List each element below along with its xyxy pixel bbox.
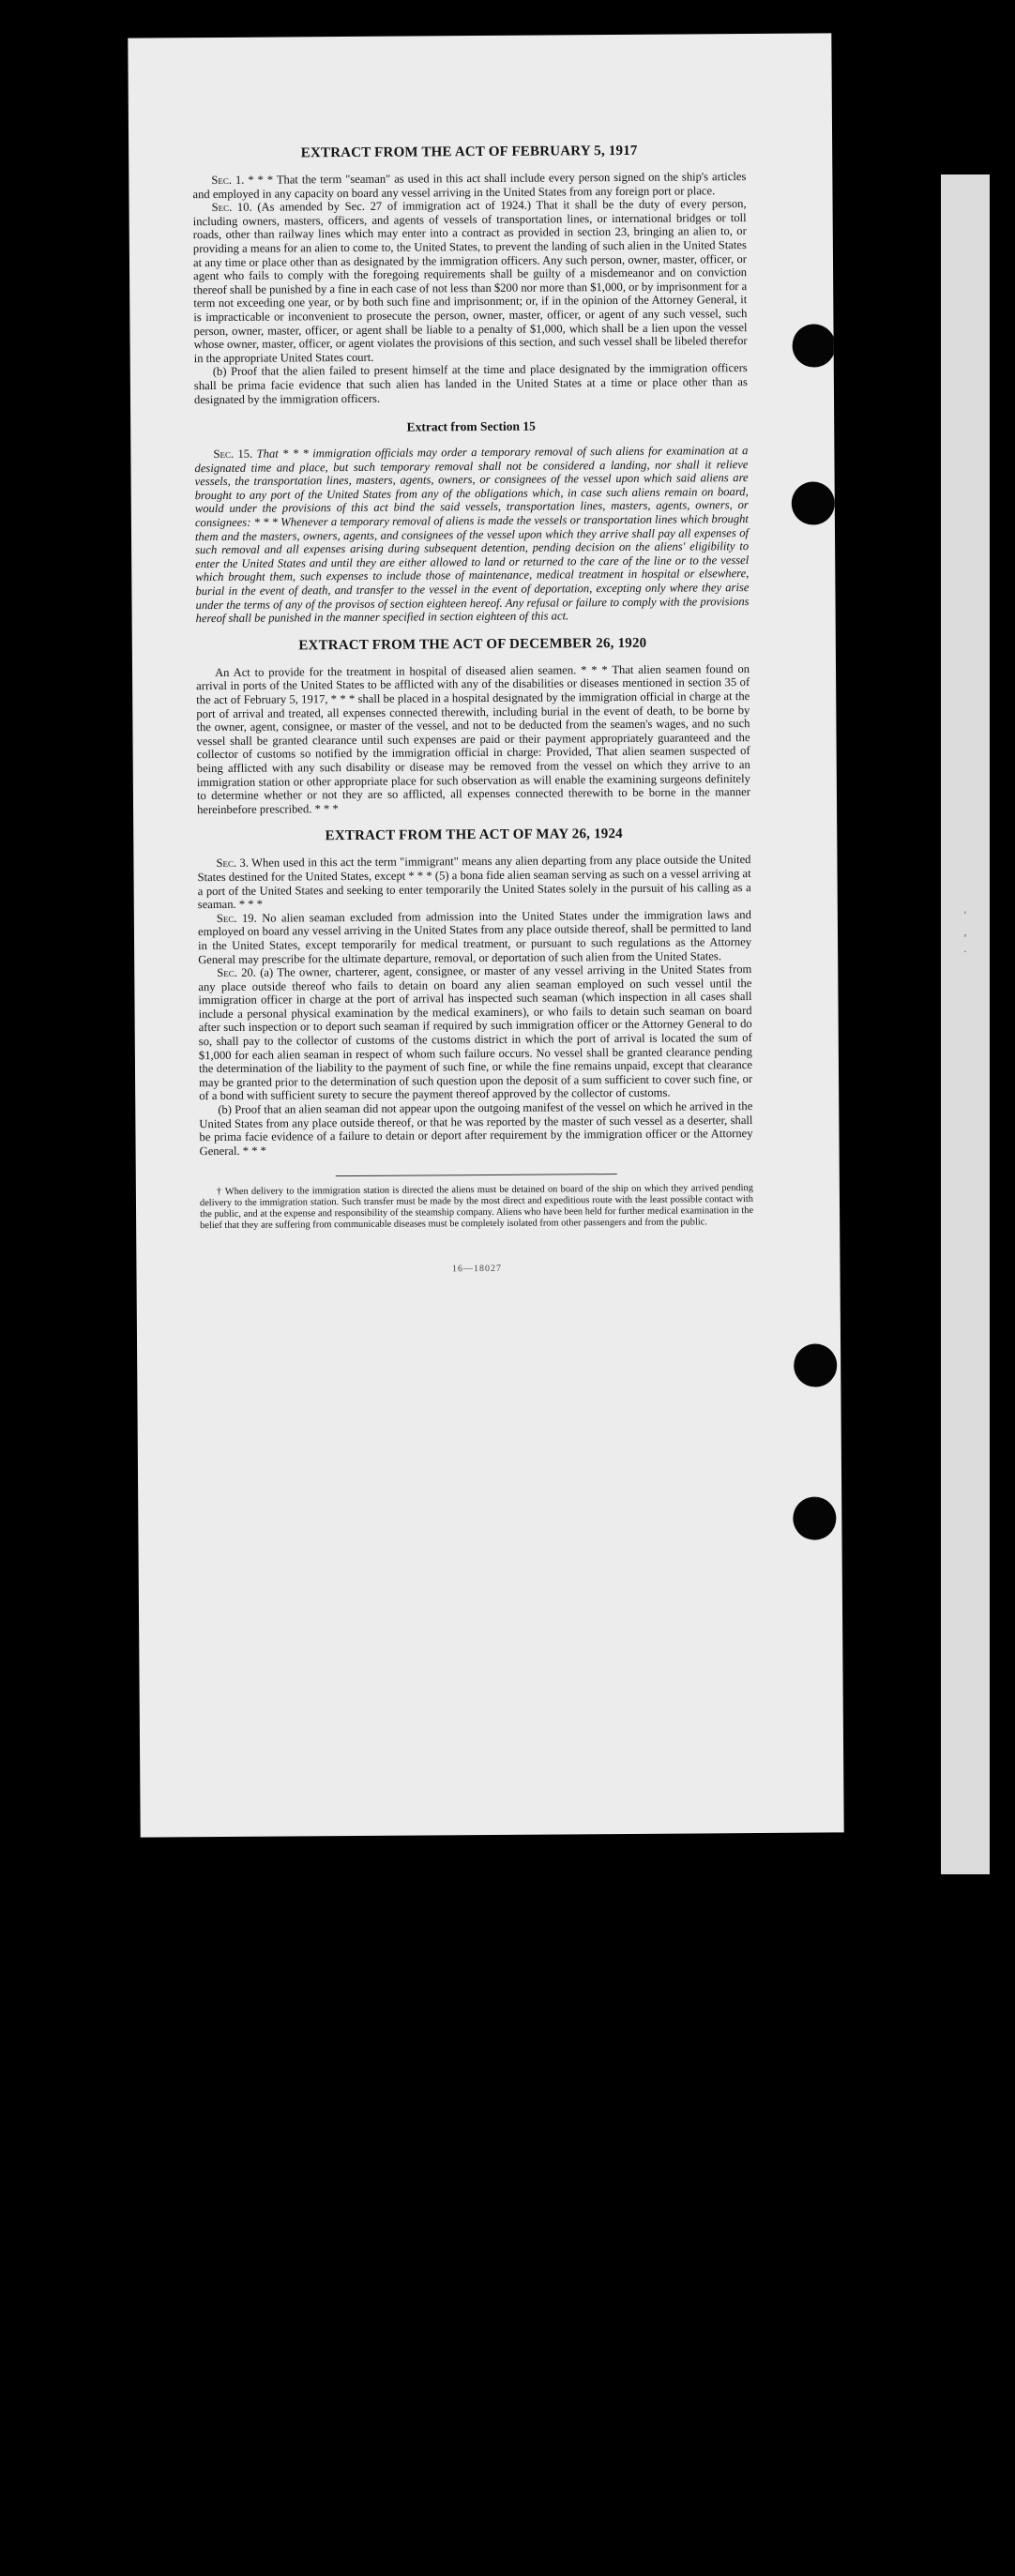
section-number: Sec. 20.	[217, 965, 256, 980]
paragraph-text: * * * That the term "seaman" as used in this act shall include every person signed on the ship's articles and employed in any capacity on board any vessel arriving in the United States from any foreign port or place.	[192, 170, 747, 201]
paragraph	[193, 197, 748, 365]
footnote: † When delivery to the immigration station is directed the aliens must be detained on board of the ship on which they arrived pending delivery to the immigration station. Such transfer must be made by the most direct and expeditious route with the least possible contact with the public, and at the expense and responsibility of the steamship company. Aliens who have been held for further medical examination in the belief that they are suffering from communicable diseases must be completely isolated from other passengers and from the public.	[199, 1183, 754, 1232]
paragraph	[192, 170, 746, 201]
adjacent-page-edge	[941, 174, 990, 1874]
page-code: 16—18027	[451, 1264, 503, 1275]
paragraph-text: (As amended by Sec. 27 of immigration act of 1924.) That it shall be the duty of every person, including owners, masters, officers, and agents of vessels of transportation lines, or international bridges or toll roads, other than railway lines which may enter into a contract as provided in section 23, bringing an alien to, or providing a means for an alien to come to, the United States, to prevent the landing of such alien in the United States at any time or place other than as designated by the immigration officers. Any such person, owner, master, officer, or agent who fails to comply with the foregoing requirements shall be guilty of a misdemeanor and on conviction thereof shall be punished by a fine in each case of not less than $200 nor more than $1,000, or by imprisonment for a term not exceeding one year, or by both such fine and imprisonment; or, if in the opinion of the Attorney General, it is impracticable or inconvenient to prosecute the person, owner, master, officer, or agent of any such vessel, such person, owner, master, officer, or agent shall be liable to a penalty of $1,000, which shall be a lien upon the vessel whose owner, master, officer, or agent violates the provisions of this section, and such vessel shall be libeled therefor in the appropriate United States court.	[192, 197, 748, 365]
section-number: Sec. 3.	[216, 856, 250, 871]
section-number: Sec. 19.	[216, 911, 257, 925]
section-heading: Extract from Section 15	[406, 418, 536, 434]
paragraph	[194, 361, 748, 406]
document-content	[192, 143, 753, 1276]
paragraph	[194, 444, 749, 626]
paragraph	[197, 853, 750, 911]
paragraph-text: That * * * immigration officials may order a temporary removal of such aliens for examination at a designated time and place, but such temporary removal shall not be considered a landing, nor shall it relieve vessels, the transportation lines, masters, agents, owners, or consignees of the vessel upon which said aliens are brought to any port of the United States from any of the obligations which, in case such aliens remain on board, would under the provisions of this act bind the said vessels, transportation lines, masters, agents, owners, or consignees: * * * Whenever a temporary removal of aliens is made the vessels or transportation lines which brought them and the masters, owners, agents, and consignees of the vessel upon which they arrive shall pay all expenses of such removal and all expenses arising during subsequent detention, pending decision on the aliens' eligibility to enter the United States and until they are either allowed to land or returned to the care of the line or to the vessel which brought them, such expenses to include those of maintenance, medical treatment in hospital or elsewhere, burial in the event of death, and transfer to the vessel in the event of deportation, excepting only where they arise under the terms of any of the provisos of section eighteen hereof. Any refusal or failure to comply with the provisions hereof shall be punished in the manner specified in section eighteen of this act.	[194, 444, 750, 626]
section-heading: EXTRACT FROM THE ACT OF DECEMBER 26, 1920	[298, 635, 647, 654]
paragraph-text: (b) Proof that the alien failed to present himself at the time and place designated by the immigration officers shall be prima facie evidence that such alien has landed in the United States at a time or place other than as designated by the immigration officers.	[193, 361, 748, 406]
paragraph-text: When used in this act the term "immigrant" means any alien departing from any place outside the United States destined for the United States, except * * * (5) a bona fide alien seaman serving as such on a vessel arriving at a port of the United States and seeking to enter temporarily the United States solely in the pursuit of his calling as a seaman. * * *	[197, 853, 751, 912]
punch-hole	[792, 481, 835, 524]
paragraph	[196, 662, 750, 817]
paragraph-text: (b) Proof that an alien seaman did not appear upon the outgoing manifest of the vessel on which he arrived in the United States from any place outside thereof, or that he was reported by the master of such vessel as a deserter, shall be prima facie evidence of a failure to detain or deport after requirement by the immigration officer or the Attorney General. * * *	[199, 1099, 753, 1158]
punch-hole	[792, 324, 835, 367]
section-number: Sec. 15.	[213, 447, 253, 462]
paragraph-text: An Act to provide for the treatment in hospital of diseased alien seamen. * * * That alien seamen found on arrival in ports of the United States to be afflicted with any of the disabilities or diseases mentioned in section 35 of the act of February 5, 1917, * * * shall be placed in a hospital designated by the immigration official in charge at the port of arrival and treated, all expenses connected therewith, including burial in the event of death, to be borne by the owner, agent, consignee, or master of the vessel, and not to be deducted from the seamen's wages, and no such vessel shall be granted clearance until such expenses are paid or their payment appropriately guaranteed and the collector of customs so notified by the immigration official in charge: Provided, That alien seamen suspected of being afflicted with any such disability or disease may be removed from the vessel on which they arrive to an immigration station or other appropriate place for such observation as will enable the examining surgeons definitely to determine whether or not they are so afflicted, all expenses connected therewith to be borne in the manner hereinbefore prescribed. * * *	[196, 661, 750, 816]
footnote-divider	[336, 1174, 617, 1176]
paragraph	[198, 908, 751, 966]
paragraph-text: (a) The owner, charterer, agent, consignee, or master of any vessel arriving in the United States from any place outside thereof who fails to detain on board any alien seaman employed on such vessel until the immigration officer in charge at the port of arrival has inspected such seaman (which inspection in all cases shall include a personal physical examination by the medical examiners), or who fails to detain such seaman on board after such inspection or to deport such seaman if required by such immigration officer or the Attorney General to do so, shall pay to the collector of customs of the customs district in which the port of arrival is located the sum of $1,000 for each alien seaman in respect of whom such failure occurs. No vessel shall be granted clearance pending the determination of the liability to the payment of such fine, or while the fine remains unpaid, except that clearance may be granted prior to the determination of such question upon the deposit of a sum sufficient to cover such fine, or of a bond with sufficient surety to secure the payment thereof approved by the collector of customs.	[198, 962, 753, 1103]
section-number: Sec. 10.	[211, 200, 252, 215]
punch-hole	[794, 1343, 837, 1386]
edge-marks: ' , .	[963, 908, 967, 955]
document-page	[128, 33, 843, 1837]
paragraph-text: No alien seaman excluded from admission into the United States under the immigration laws and employed on board any vessel arriving in the United States from any place outside thereof, shall be permitted to land in the United States, except temporarily for medical treatment, or pursuant to such regulations as the Attorney General may prescribe for the ultimate departure, removal, or deportation of such alien from the United States.	[197, 907, 752, 966]
paragraph	[198, 962, 752, 1103]
section-heading: EXTRACT FROM THE ACT OF MAY 26, 1924	[325, 826, 623, 844]
section-number: Sec. 1.	[211, 173, 245, 188]
paragraph	[199, 1099, 752, 1158]
punch-hole	[793, 1496, 836, 1539]
section-heading: EXTRACT FROM THE ACT OF FEBRUARY 5, 1917	[300, 143, 638, 161]
